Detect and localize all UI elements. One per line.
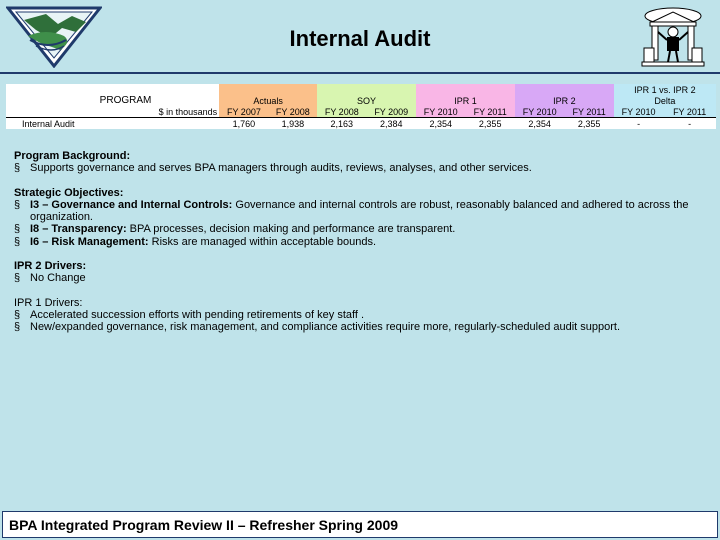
year-header: FY 2009 [367,106,416,118]
section-heading: Program Background: [14,150,131,162]
section-heading: IPR 2 Drivers: [14,260,87,273]
program-name-cell: Internal Audit [6,118,153,130]
bullet-icon: § [14,162,21,175]
footer-box [2,511,718,538]
year-header: FY 2007 [219,106,268,118]
table-header-row-2 [6,95,716,106]
delta-header-line2: Delta [614,95,716,106]
bullet-text [30,223,714,235]
year-header: FY 2010 [515,106,564,118]
bullet-item [14,199,714,224]
bullet-item [14,223,714,235]
bullet-item [14,162,714,174]
bullet-text: No Change [30,272,86,285]
year-header: FY 2008 [269,106,317,118]
delta-header-line1: IPR 1 vs. IPR 2 [614,84,716,95]
bullet-text [30,236,714,248]
value-cell: - [614,118,663,130]
ipr1-drivers-section [14,297,714,334]
header-bar [0,0,720,74]
objective-text: Risks are managed within acceptable bounds. [148,235,377,248]
bullet-icon: § [14,272,21,285]
year-header: FY 2008 [317,106,366,118]
section-heading: Strategic Objectives: [14,186,124,199]
objective-label: I8 – Transparency: [30,223,127,236]
footer-bar [0,494,720,540]
value-cell: 2,354 [416,118,465,130]
text-block [14,150,714,346]
value-cell: 2,384 [367,118,416,130]
objective-text: Governance and internal controls are robust, reasonably balanced and adhered to across the organization. [30,198,689,224]
bullet-icon: § [14,198,21,211]
bullet-item [14,272,714,284]
year-header: FY 2010 [614,106,663,118]
bullet-text [30,199,714,224]
section-heading: IPR 1 Drivers: [14,296,83,309]
actuals-header: Actuals [219,95,317,106]
value-cell: 1,760 [219,118,268,130]
ipr1-header: IPR 1 [416,95,515,106]
bullet-text: New/expanded governance, risk management, and compliance activities require more, regularly-scheduled audit support. [30,321,621,334]
bullet-item [14,321,714,333]
program-background-section [14,150,714,175]
bullet-text: Accelerated succession efforts with pending retirements of key staff . [30,308,365,321]
year-header: FY 2010 [416,106,465,118]
soy-header: SOY [317,95,416,106]
page-title: Internal Audit [289,26,431,51]
objective-label: I6 – Risk Management: [30,235,149,248]
objective-label: I3 – Governance and Internal Controls: [30,198,233,211]
bullet-icon: § [14,321,21,334]
content-area [0,74,720,494]
units-label: $ in thousands [158,106,218,117]
year-header: FY 2011 [465,106,514,118]
ipr2-drivers-section [14,260,714,285]
value-cell: 2,163 [317,118,366,130]
budget-table [6,84,716,129]
year-header: FY 2011 [564,106,613,118]
year-header: FY 2011 [663,106,716,118]
value-cell: - [663,118,716,130]
program-header: PROGRAM [99,95,152,106]
value-cell: 1,938 [269,118,317,130]
table-header-row-3 [6,106,716,118]
bullet-text: Supports governance and serves BPA managers through audits, reviews, analyses, and other services. [30,162,532,175]
value-cell: 2,354 [515,118,564,130]
table-row [6,118,716,130]
value-cell: 2,355 [564,118,613,130]
objective-text: BPA processes, decision making and performance are transparent. [126,223,456,236]
table-header-row-1 [6,84,716,95]
value-cell: 2,355 [465,118,514,130]
bullet-item [14,309,714,321]
bullet-icon: § [14,308,21,321]
ipr2-header: IPR 2 [515,95,614,106]
bullet-icon: § [14,223,21,236]
strategic-objectives-section [14,187,714,248]
bullet-item [14,236,714,248]
footer-text: BPA Integrated Program Review II – Refresher Spring 2009 [9,517,399,533]
pillar-figure-icon [638,4,708,68]
bullet-icon: § [14,235,21,248]
